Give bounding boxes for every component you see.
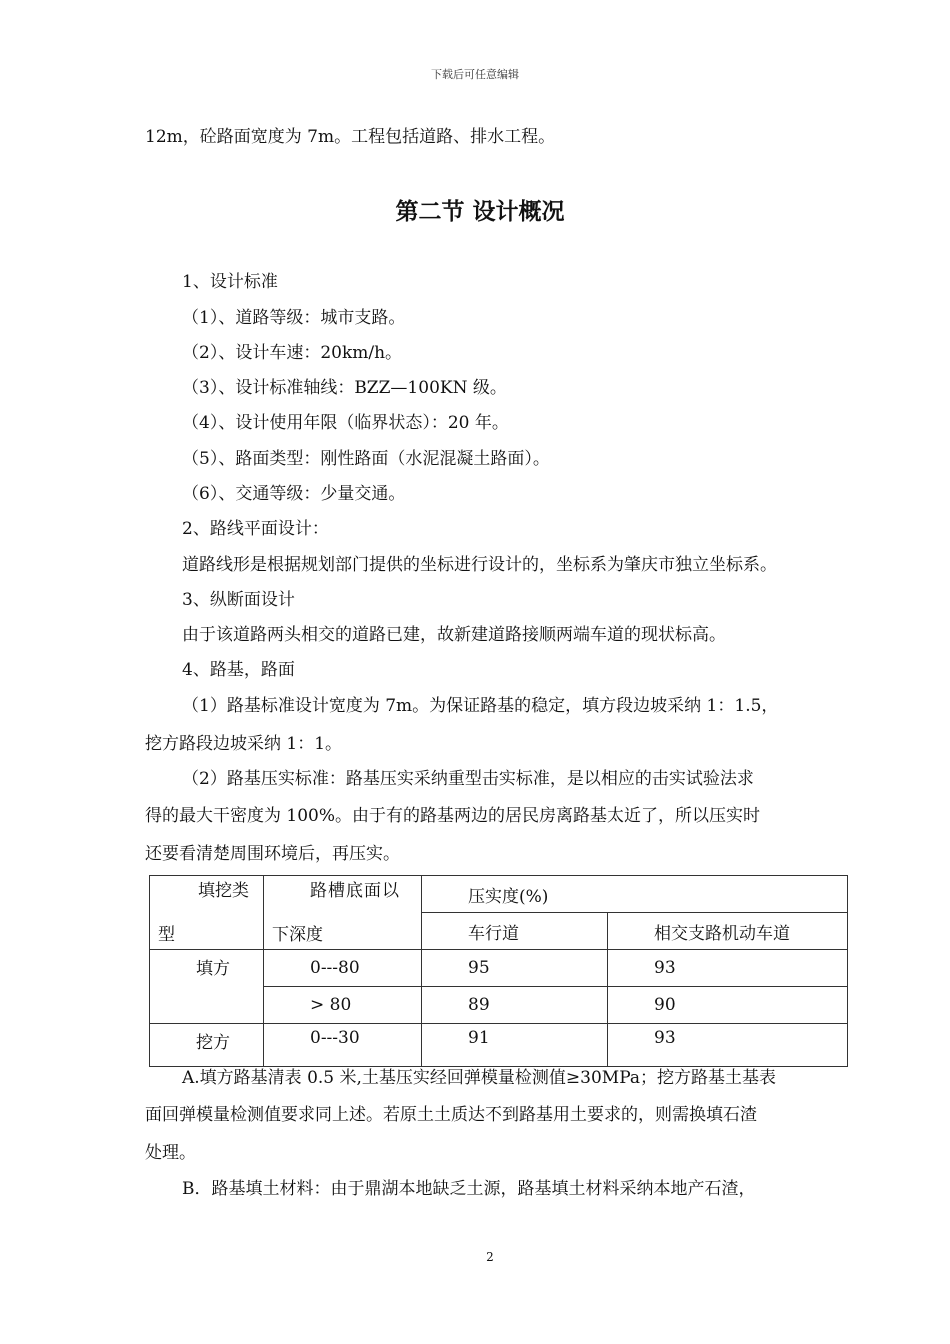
subgrade-paragraph-2: （2）路基压实标准：路基压实采纳重型击实标准，是以相应的击实试验法求: [182, 769, 754, 789]
profile-heading: 3、纵断面设计: [182, 590, 295, 610]
subgrade-paragraph-2-cont: 还要看清楚周围环境后，再压实。: [145, 844, 400, 864]
header-text: 路槽底面以: [310, 880, 400, 901]
header-text: 填挖类: [198, 880, 249, 901]
header-cross-road: 相交支路机动车道: [608, 913, 848, 950]
depth-cell: > 80: [264, 987, 422, 1024]
depth-cell: 0---80: [264, 950, 422, 987]
page-number: 2: [486, 1250, 494, 1264]
cross-cell: 93: [608, 950, 848, 987]
cross-cell: 93: [608, 1024, 848, 1067]
depth-cell: 0---30: [264, 1024, 422, 1067]
plane-heading: 2、路线平面设计：: [182, 519, 329, 539]
profile-text: 由于该道路两头相交的道路已建，故新建道路接顺两端车道的现状标高。: [182, 625, 726, 645]
fill-label: 填方: [150, 950, 264, 1024]
standard-item: （1）、道路等级：城市支路。: [182, 308, 406, 328]
standards-heading: 1、设计标准: [182, 272, 278, 292]
table-row: [150, 950, 848, 987]
note-b: B．路基填土材料：由于鼎湖本地缺乏土源，路基填土材料采纳本地产石渣，: [182, 1179, 756, 1199]
note-a: A.填方路基清表 0.5 米,土基压实经回弹模量检测值≥30MPa；挖方路基土基表: [182, 1068, 777, 1088]
lane-cell: 89: [422, 987, 608, 1024]
header-depth: [264, 876, 422, 950]
subgrade-heading: 4、路基，路面: [182, 660, 295, 680]
header-fill-cut-type: [150, 876, 264, 950]
header-text: 下深度: [272, 924, 323, 945]
note-a-cont: 处理。: [145, 1143, 196, 1163]
header-lane: 车行道: [422, 913, 608, 950]
lane-cell: 95: [422, 950, 608, 987]
subgrade-paragraph-1: （1）路基标准设计宽度为 7m。为保证路基的稳定，填方段边坡采纳 1：1.5，: [182, 696, 779, 716]
compaction-table: [149, 875, 848, 1067]
cut-label: 挖方: [150, 1024, 264, 1067]
standard-item: （2）、设计车速：20km/h。: [182, 343, 403, 363]
standard-item: （4）、设计使用年限（临界状态）：20 年。: [182, 413, 509, 433]
header-compaction: 压实度(%): [422, 876, 848, 913]
table-row: [150, 1024, 848, 1067]
standard-item: （5）、路面类型：刚性路面（水泥混凝土路面）。: [182, 449, 550, 469]
section-title: 第二节 设计概况: [395, 199, 565, 225]
note-a-cont: 面回弹模量检测值要求同上述。若原土土质达不到路基用土要求的，则需换填石渣: [145, 1105, 757, 1125]
subgrade-paragraph-1-cont: 挖方路段边坡采纳 1：1。: [145, 734, 343, 754]
plane-text: 道路线形是根据规划部门提供的坐标进行设计的，坐标系为肇庆市独立坐标系。: [182, 555, 777, 575]
cross-cell: 90: [608, 987, 848, 1024]
header-note: 下载后可任意编辑: [431, 68, 519, 81]
subgrade-paragraph-2-cont: 得的最大干密度为 100%。由于有的路基两边的居民房离路基太近了，所以压实时: [145, 806, 761, 826]
header-text: 型: [158, 924, 175, 945]
intro-line: 12m，砼路面宽度为 7m。工程包括道路、排水工程。: [145, 127, 556, 147]
standard-item: （3）、设计标准轴线：BZZ—100KN 级。: [182, 378, 507, 398]
lane-cell: 91: [422, 1024, 608, 1067]
standard-item: （6）、交通等级：少量交通。: [182, 484, 406, 504]
